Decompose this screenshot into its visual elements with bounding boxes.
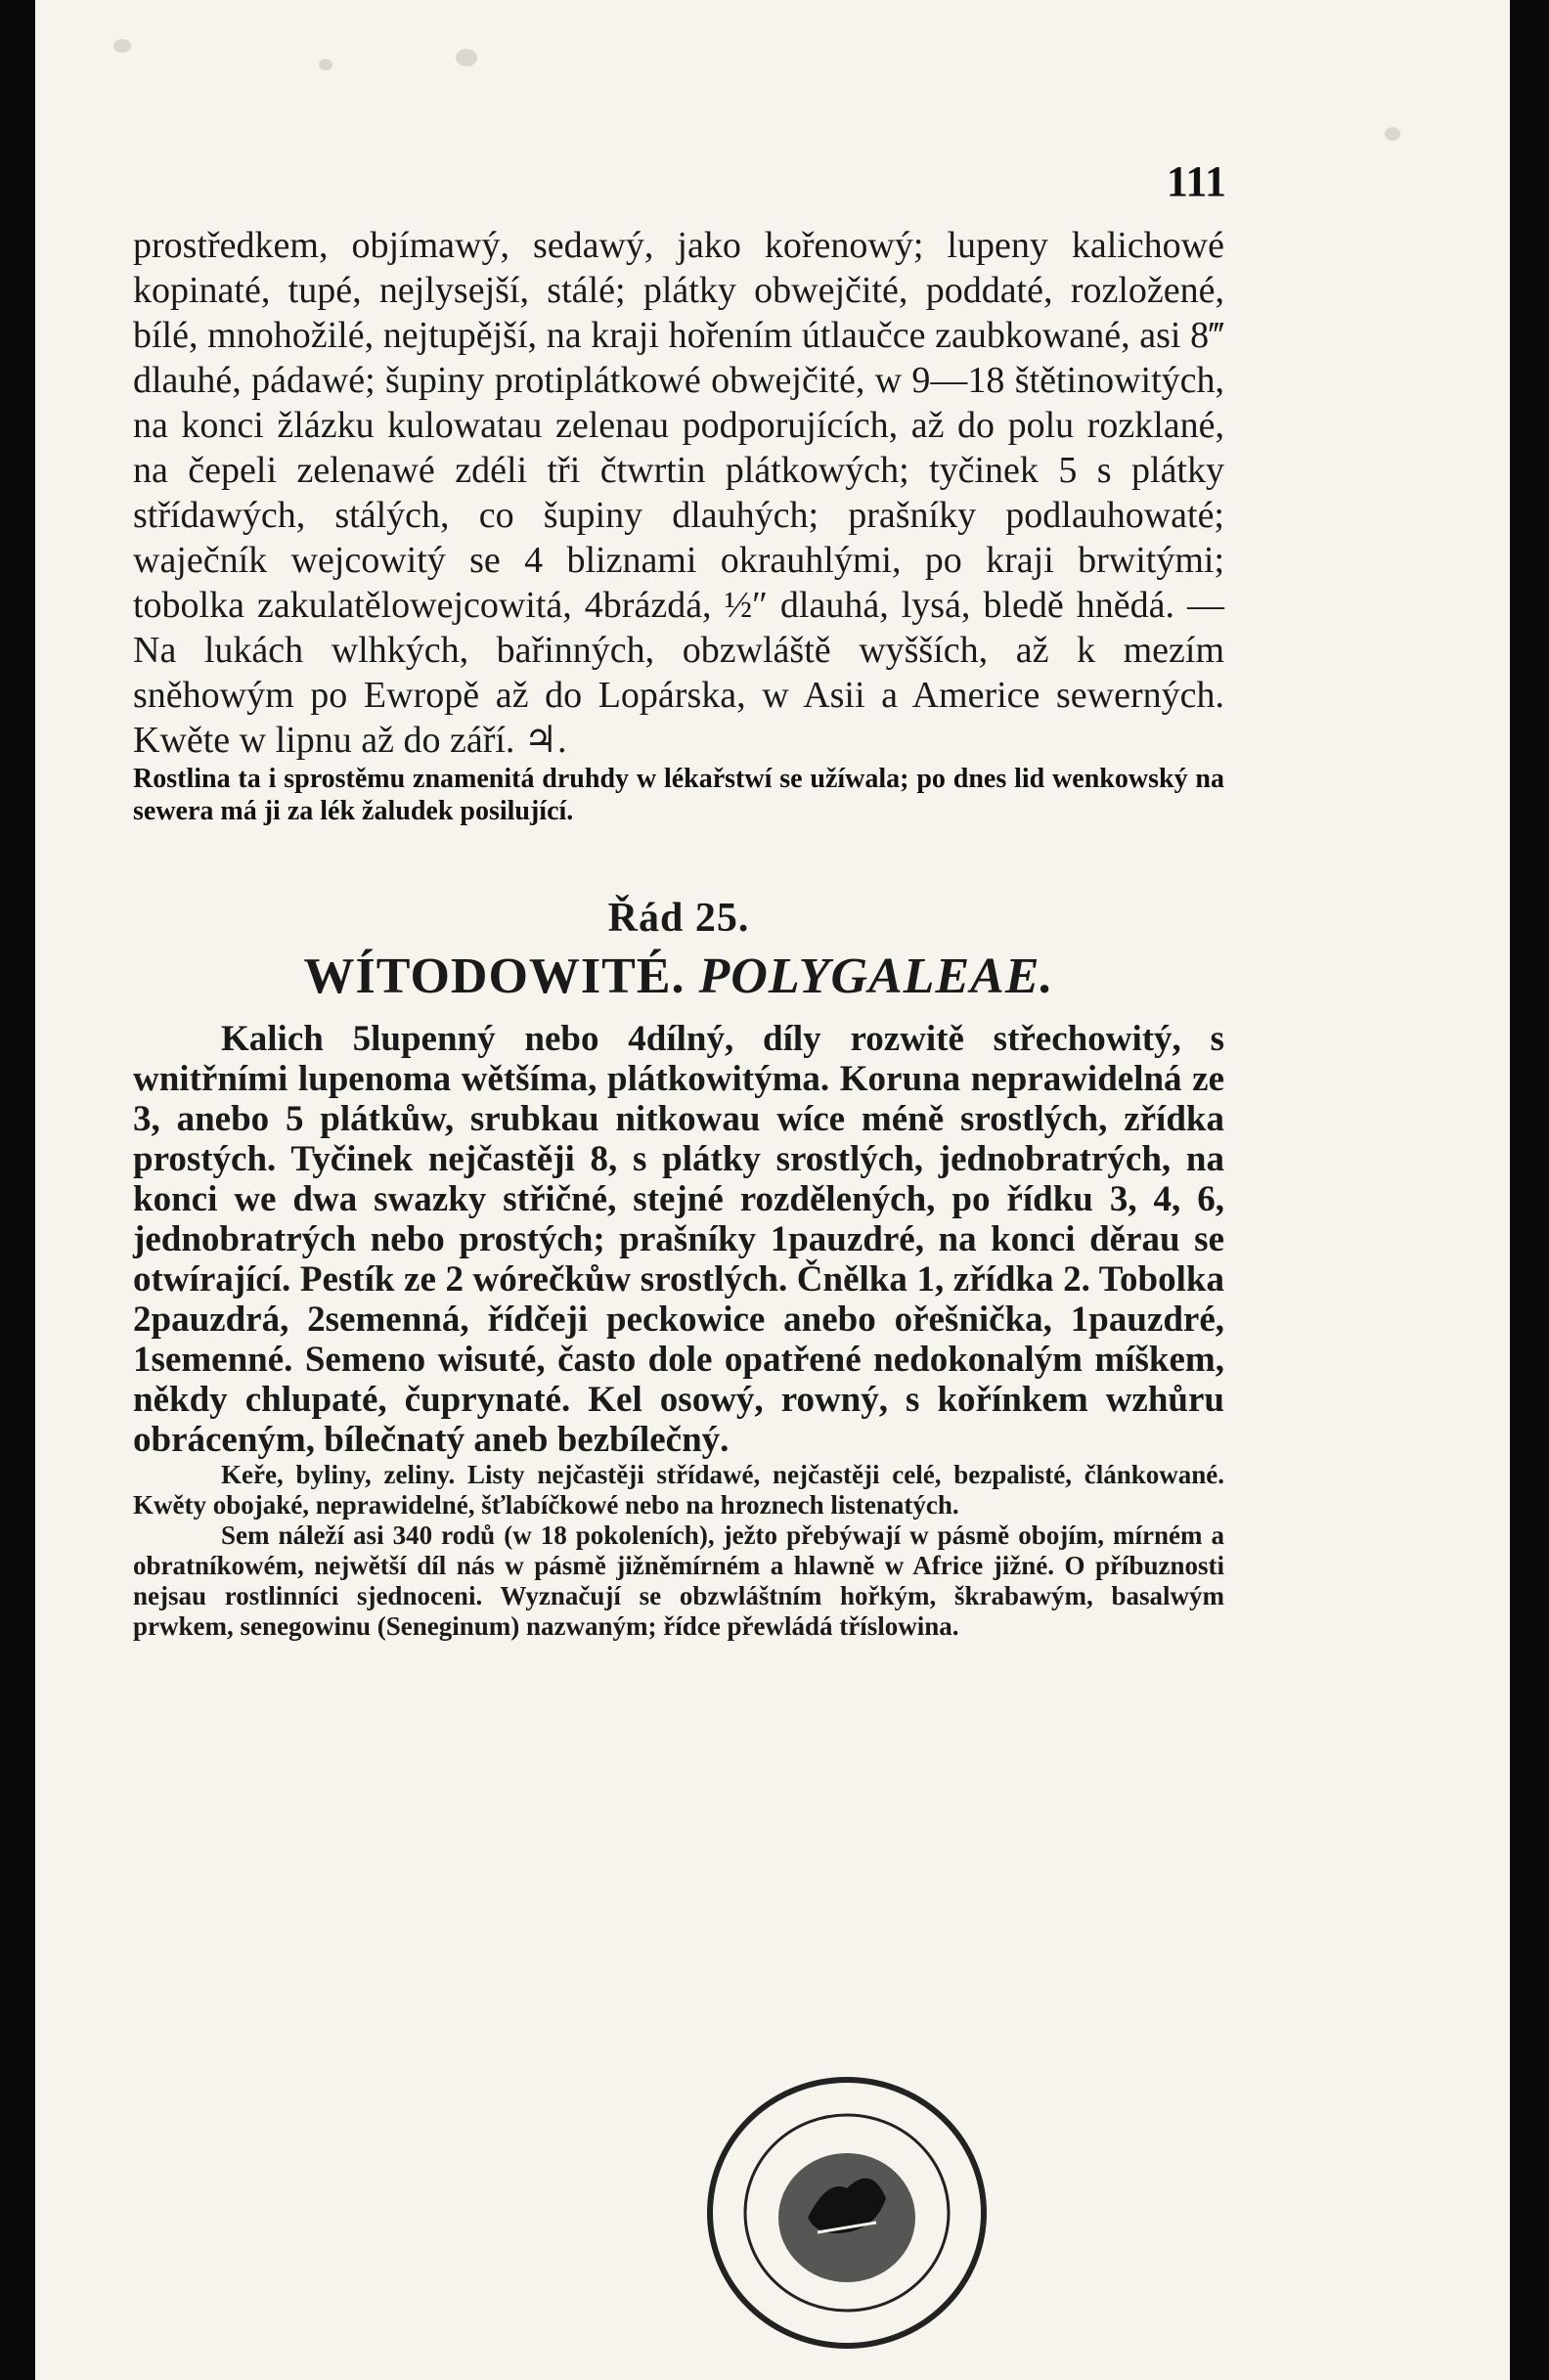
main-paragraph: prostředkem, objímawý, sedawý, jako kořenowý; lupeny kalichowé kopinaté, tupé, nejlysejší, stálé; plátky obwejčité, poddaté, rozložené, bílé, mnohožilé, nejtupější, na kraji hořením útlaučce zaubkowané, asi 8‴ dlauhé, pádawé; šupiny protiplátkowé obwejčité, w 9—18 štětinowitých, na konci žlázku kulowatau zelenau podporujících, až do polu rozklané, na čepeli zelenawé zdéli tři čtwrtin plátkowých; tyčinek 5 s plátky střídawých, stálých, co šupiny dlauhých; prašníky podlauhowaté; waječník wejcowitý se 4 bliznami okrauhlými, po kraji brwitými; tobolka zakulatělowejcowitá, 4brázdá, ½″ dlauhá, lysá, bledě hnědá. — Na lukách wlhkých, bařinných, obzwláště wyšších, až k mezím sněhowým po Ewropě až do Lopárska, w Asii a Americe sewerných. Kwěte w lipnu až do září. ♃.: [133, 225, 1224, 761]
page-body: [133, 223, 1224, 1642]
paper-spot: [319, 59, 332, 70]
heading-czech: WÍTODOWITÉ.: [303, 948, 686, 1004]
order-number: Řád 25.: [607, 896, 750, 941]
family-section: [133, 1019, 1224, 1642]
family-heading: [133, 948, 1224, 1004]
paper-spot: [113, 39, 131, 53]
page-number: 111: [1166, 157, 1226, 205]
family-description: Kalich 5lupenný nebo 4dílný, díly rozwitě střechowitý, s wnitřními lupenoma wětšíma, plátkowitýma. Koruna neprawidelná ze 3, anebo 5 plátkůw, srubkau nitkowau wíce méně srostlých, zřídka prostých. Tyčinek nejčastěji 8, s plátky srostlých, jednobratrých, na konci we dwa swazky střičné, stejné rozdělených, po řídku 3, 4, 6, jednobratrých nebo prostých; prašníky 1pauzdré, na konci děrau se otwírající. Pestík ze 2 wórečkůw srostlých. Čnělka 1, zřídka 2. Tobolka 2pauzdrá, 2semenná, řídčeji peckowice anebo ořešnička, 1pauzdré, 1semenné. Semeno wisuté, často dole opatřené nedokonalým míškem, někdy chlupaté, čuprynaté. Kel osowý, rowný, s kořínkem wzhůru obráceným, bílečnatý aneb bezbílečný.: [133, 1019, 1224, 1460]
distribution-note: Sem náleží asi 340 rodů (w 18 pokoleních), ježto přebýwají w pásmě obojím, mírném a obratníkowém, nejwětší díl nás w pásmě jižněmírném a hlawně w Africe jižné. O příbuznosti nejsau rostlinníci sjednoceni. Wyznačují se obzwláštním hořkým, škrabawým, basalwým prwkem, senegowinu (Seneginum) nazwaným; řídce přewládá tříslowina.: [133, 1521, 1224, 1641]
paper-spot: [456, 49, 477, 66]
paper-spot: [1385, 127, 1400, 141]
footnote: Rostlina ta i sprostěmu znamenitá druhdy w lékařstwí se užíwala; po dnes lid wenkowský na sewera má ji za lék žaludek posilující.: [133, 764, 1224, 826]
habit-note: Keře, byliny, zeliny. Listy nejčastěji střídawé, nejčastěji celé, bezpalisté, článkowané. Kwěty obojaké, neprawidelné, šťlabíčkowé nebo na hroznech listenatých.: [133, 1460, 1224, 1520]
library-stamp: [700, 2071, 994, 2355]
book-page: [35, 0, 1510, 2380]
heading-latin: POLYGALEAE.: [698, 948, 1054, 1004]
